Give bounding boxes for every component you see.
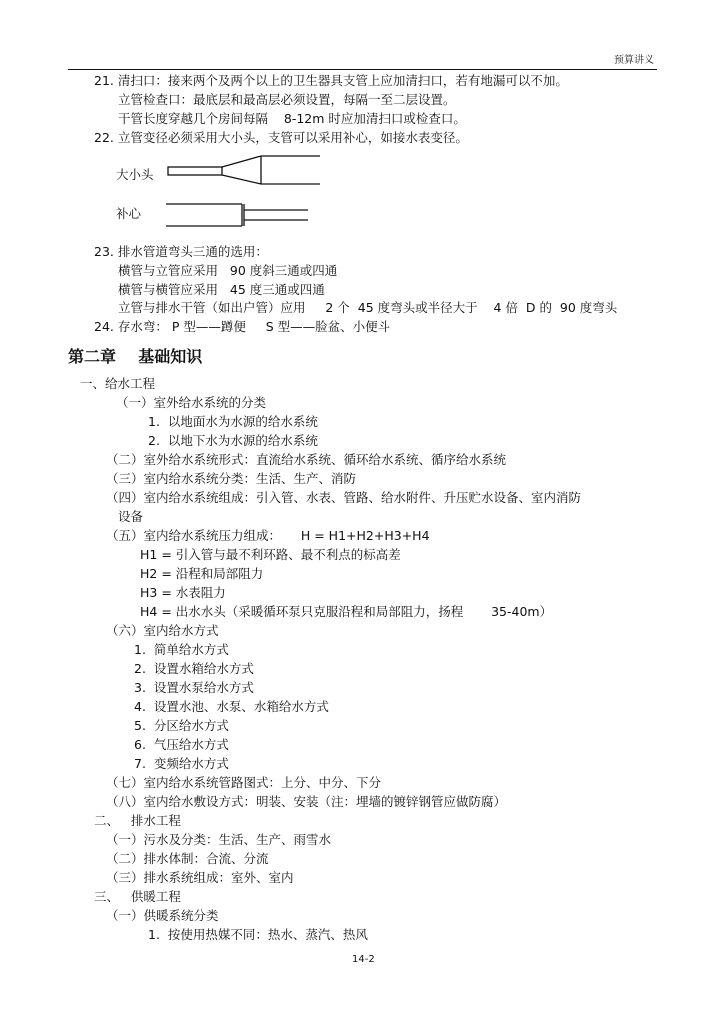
header-rule: [68, 69, 657, 70]
formula-line: H3 = 水表阻力: [140, 585, 226, 600]
diagram-label-reducer: 大小头: [116, 167, 154, 182]
subsection-heading: （一）污水及分类：生活、生产、雨雪水: [106, 832, 332, 847]
section-heading: 二、 排水工程: [94, 813, 181, 828]
list-item: 1. 按使用热媒不同：热水、蒸汽、热风: [148, 927, 368, 942]
subsection-heading: （二）排水体制：合流、分流: [106, 851, 269, 866]
text-line: 横管与立管应采用 90 度斜三通或四通: [118, 263, 338, 278]
subsection-heading: （五）室内给水系统压力组成： H = H1+H2+H3+H4: [106, 528, 430, 543]
list-item: 1. 以地面水为水源的给水系统: [148, 414, 318, 429]
formula-line: H2 = 沿程和局部阻力: [140, 566, 264, 581]
text-line: 横管与横管应采用 45 度三通或四通: [118, 282, 325, 297]
text-line: 立管与排水干管（如出户管）应用 2 个 45 度弯头或半径大于 4 倍 D 的 90 度弯头: [118, 300, 618, 315]
text-line: 立管检查口：最底层和最高层必须设置，每隔一至二层设置。: [118, 92, 456, 107]
text-line: 干管长度穿越几个房间每隔 8-12m 时应加清扫口或检查口。: [118, 111, 466, 126]
text-line: 23. 排水管道弯头三通的选用：: [94, 244, 268, 259]
subsection-heading: （三）室内给水系统分类：生活、生产、消防: [106, 471, 357, 486]
text-line: 24. 存水弯： P 型——蹲便 S 型——脸盆、小便斗: [94, 319, 391, 334]
subsection-heading: （八）室内给水敷设方式：明装、安装（注：埋墙的镀锌钢管应做防腐）: [106, 794, 507, 809]
section-heading: 三、 供暖工程: [94, 889, 181, 904]
text-line: 设备: [118, 509, 144, 524]
list-item: 7. 变频给水方式: [134, 756, 229, 771]
list-item: 1. 简单给水方式: [134, 642, 229, 657]
chapter-title: 第二章 基础知识: [68, 347, 203, 366]
list-item: 6. 气压给水方式: [134, 737, 229, 752]
subsection-heading: （二）室外给水系统形式：直流给水系统、循环给水系统、循序给水系统: [106, 452, 507, 467]
subsection-heading: （四）室内给水系统组成：引入管、水表、管路、给水附件、升压贮水设备、室内消防: [106, 490, 582, 505]
list-item: 3. 设置水泵给水方式: [134, 680, 254, 695]
list-item: 4. 设置水池、水泵、水箱给水方式: [134, 699, 329, 714]
subsection-heading: （一）室外给水系统的分类: [116, 395, 267, 410]
text-line: 21. 清扫口：接来两个及两个以上的卫生器具支管上应加清扫口，若有地漏可以不加。: [94, 73, 568, 88]
section-heading: 一、给水工程: [80, 376, 156, 391]
list-item: 2. 设置水箱给水方式: [134, 661, 254, 676]
list-item: 2. 以地下水为水源的给水系统: [148, 433, 318, 448]
text-line: 22. 立管变径必须采用大小头，支管可以采用补心，如接水表变径。: [94, 130, 468, 145]
list-item: 5. 分区给水方式: [134, 718, 229, 733]
formula-line: H1 = 引入管与最不利环路、最不利点的标高差: [140, 547, 401, 562]
subsection-heading: （三）排水系统组成：室外、室内: [106, 870, 294, 885]
pipe-fitting-diagram: [160, 150, 320, 230]
subsection-heading: （六）室内给水方式: [106, 623, 219, 638]
page-header: 预算讲义: [614, 55, 654, 66]
diagram-label-bushing: 补心: [116, 206, 142, 221]
reducer-fitting: [168, 155, 320, 186]
subsection-heading: （七）室内给水系统管路图式：上分、中分、下分: [106, 775, 382, 790]
bushing-fitting: [166, 204, 308, 226]
formula-line: H4 = 出水水头（采暖循环泵只克服沿程和局部阻力，扬程 35-40m）: [140, 604, 553, 619]
page-number: 14-2: [352, 954, 375, 965]
subsection-heading: （一）供暖系统分类: [106, 908, 219, 923]
